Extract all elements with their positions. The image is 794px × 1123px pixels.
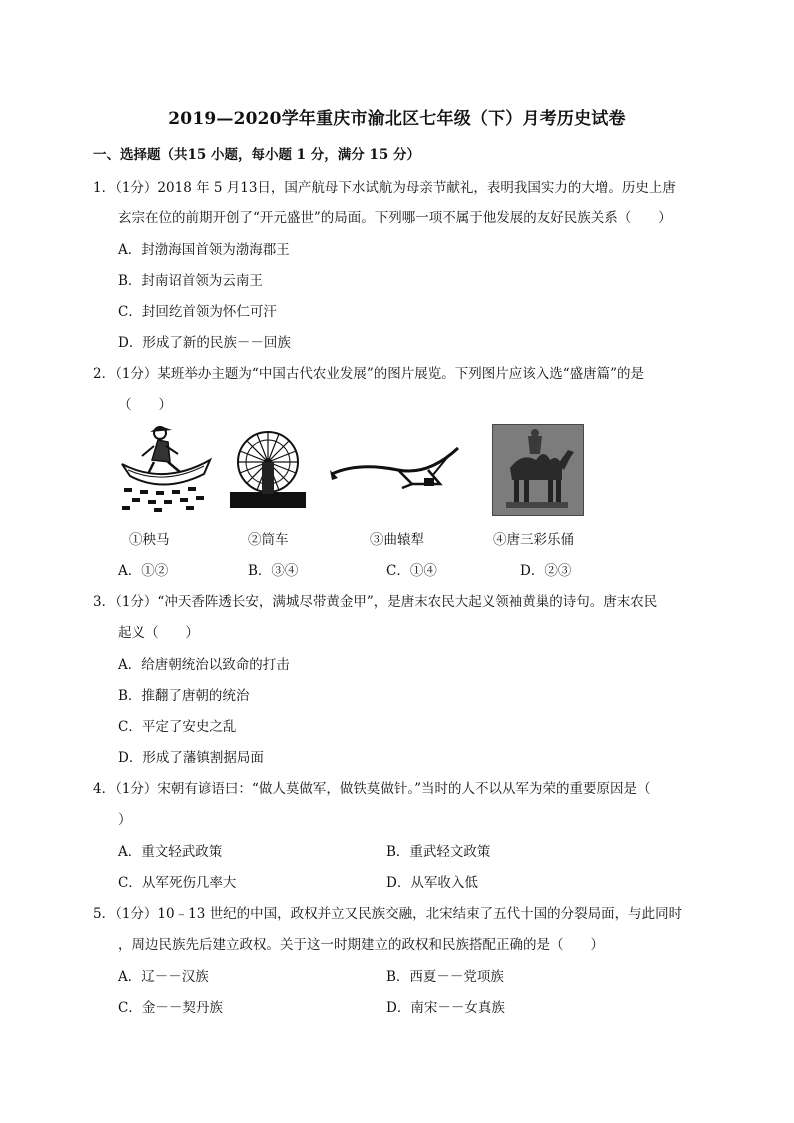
question-1-option-d: D．形成了新的民族－－回族 [118,335,291,351]
image-caption-4: ④唐三彩乐俑 [493,532,574,548]
question-3-option-c: C．平定了安史之乱 [118,719,237,735]
question-2-option-b: B．③④ [248,563,299,579]
question-4-option-a: A．重文轻武政策 [118,844,223,860]
question-2-text-cont: （ ） [118,397,172,413]
question-4-option-d: D．从军收入低 [386,875,478,891]
question-5-option-c: C．金－－契丹族 [118,1000,223,1016]
question-1-text: 1．（1分）2018 年 5 月13日，国产航母下水试航为母亲节献礼，表明我国实力的大增。历史上唐 [93,180,676,196]
quyuanli-image [328,440,464,490]
question-5-option-b: B．西夏－－党项族 [386,969,504,985]
yangma-image [114,424,218,514]
question-1-option-c: C．封回纥首领为怀仁可汗 [118,304,277,320]
question-4-text: 4．（1分）宋朝有谚语曰：“做人莫做军，做铁莫做针。”当时的人不以从军为荣的重要原因是（ [93,781,651,797]
question-3-text-cont: 起义（ ） [118,625,199,641]
image-caption-2: ②筒车 [248,532,289,548]
question-5-text: 5．（1分）10﹣13 世纪的中国，政权并立又民族交融，北宋结束了五代十国的分裂局面，与此同时 [93,906,683,922]
question-3-option-d: D．形成了藩镇割据局面 [118,750,264,766]
question-2-option-c: C．①④ [386,563,437,579]
question-2-option-a: A．①② [118,563,169,579]
question-2-text: 2．（1分）某班举办主题为“中国古代农业发展”的图片展览。下列图片应该入选“盛唐篇”的是 [93,366,645,382]
question-5-option-d: D．南宋－－女真族 [386,1000,505,1016]
question-3-text: 3．（1分）“冲天香阵透长安，满城尽带黄金甲”，是唐末农民大起义领袖黄巢的诗句。唐末农民 [93,594,658,610]
question-4-option-b: B．重武轻文政策 [386,844,491,860]
tang-sancai-figurine-image [492,424,584,516]
question-5-option-a: A．辽－－汉族 [118,969,209,985]
question-1-option-a: A．封渤海国首领为渤海郡王 [118,242,290,258]
question-2-option-d: D．②③ [520,563,572,579]
question-5-text-cont: ，周边民族先后建立政权。关于这一时期建立的政权和民族搭配正确的是（ ） [118,937,604,953]
image-caption-3: ③曲辕犁 [370,532,424,548]
section-heading: 一、选择题（共15 小题，每小题 1 分，满分 15 分） [93,147,420,163]
question-3-option-a: A．给唐朝统治以致命的打击 [118,657,290,673]
question-3-option-b: B．推翻了唐朝的统治 [118,688,250,704]
question-4-text-cont: ） [118,812,132,828]
exam-title: 2019—2020学年重庆市渝北区七年级（下）月考历史试卷 [168,109,626,129]
question-4-option-c: C．从军死伤几率大 [118,875,237,891]
image-caption-1: ①秧马 [129,532,170,548]
question-1-text-cont: 玄宗在位的前期开创了“开元盛世”的局面。下列哪一项不属于他发展的友好民族关系（ ） [118,210,672,226]
tongche-image [228,428,308,510]
question-1-option-b: B．封南诏首领为云南王 [118,273,263,289]
